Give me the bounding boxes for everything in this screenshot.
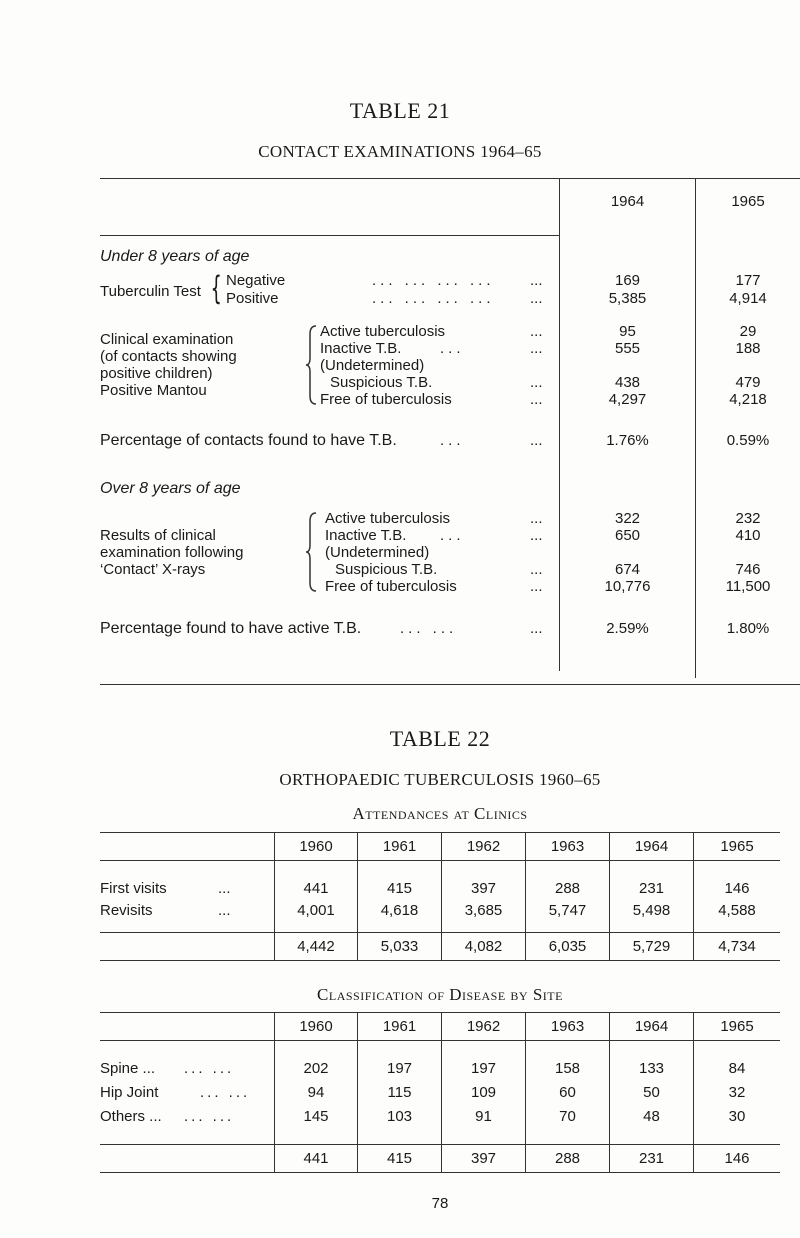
cell: 397	[470, 880, 497, 897]
total-cell: 5,729	[632, 938, 671, 955]
results-row-label: Inactive T.B.	[325, 527, 407, 544]
percentage-active-label: Percentage found to have active T.B.	[100, 620, 362, 637]
table22-title: TABLE 22	[389, 726, 491, 751]
leader-dots: ...	[530, 323, 543, 340]
cell: 3,685	[464, 902, 503, 919]
classification-bottom-rule	[100, 1172, 780, 1173]
section-under-8-heading: Under 8 years of age	[100, 248, 250, 265]
table21-col-1965: 1965	[731, 193, 765, 210]
cell: 48	[643, 1108, 660, 1125]
table21-header-rule	[100, 235, 560, 236]
cell: 4,618	[380, 902, 419, 919]
leader-dots: ... ... ... ...	[372, 272, 495, 289]
year-header: 1960	[299, 838, 333, 855]
results-label-line: Results of clinical	[100, 527, 216, 544]
leader-dots: ...	[530, 290, 543, 307]
row-label: Others ...	[100, 1108, 162, 1125]
row-label: Spine ...	[100, 1060, 156, 1077]
results-value-1964: 10,776	[604, 578, 651, 595]
cell: 32	[728, 1084, 746, 1101]
attendances-bottom-rule	[100, 960, 780, 961]
results-row-label: (Undetermined)	[325, 544, 430, 561]
leader-dots: ... ...	[400, 620, 458, 637]
clinical-row-label: (Undetermined)	[320, 357, 425, 374]
results-value-1964: 674	[614, 561, 641, 578]
results-value-1964: 322	[614, 510, 641, 527]
results-value-1965: 410	[735, 527, 761, 544]
results-value-1965: 232	[735, 510, 761, 527]
percentage-tb-1964: 1.76%	[606, 432, 649, 449]
cell: 94	[307, 1084, 325, 1101]
tuberculin-negative-1964: 169	[614, 272, 641, 289]
results-label-line: ‘Contact’ X-rays	[100, 561, 206, 578]
clinical-brace	[305, 324, 319, 406]
classification-caption: Classification of Disease by Site	[317, 985, 563, 1004]
total-cell: 397	[470, 1150, 497, 1167]
table21-col-divider-1	[559, 178, 560, 671]
cell: 5,498	[632, 902, 671, 919]
leader-dots: ...	[440, 527, 465, 544]
total-cell: 6,035	[548, 938, 587, 955]
row-label: Revisits	[100, 902, 153, 919]
year-header: 1963	[550, 838, 585, 855]
results-value-1964: 650	[614, 527, 641, 544]
classification-header-rule	[100, 1040, 780, 1041]
clinical-row-label: Inactive T.B.	[320, 340, 402, 357]
leader-dots: ...	[440, 340, 465, 357]
clinical-value-1965: 188	[735, 340, 761, 357]
clinical-value-1965: 479	[735, 374, 761, 391]
clinical-row-label: Active tuberculosis	[320, 323, 446, 340]
table21-col-divider-2	[695, 178, 696, 678]
leader-dots: ...	[530, 391, 543, 408]
leader-dots: ...	[530, 561, 543, 578]
clinical-value-1964: 555	[614, 340, 641, 357]
year-header: 1963	[550, 1018, 585, 1035]
total-cell: 4,442	[297, 938, 335, 955]
table22-subtitle: ORTHOPAEDIC TUBERCULOSIS 1960–65	[279, 770, 601, 789]
leader-dots: ...	[530, 340, 543, 357]
results-value-1965: 746	[735, 561, 761, 578]
leader-dots: ... ... ... ...	[372, 290, 495, 307]
clinical-value-1964: 95	[619, 323, 636, 340]
classification-sum-rule	[100, 1144, 780, 1145]
tuberculin-test-label: Tuberculin Test	[100, 283, 201, 300]
results-row-label: Free of tuberculosis	[325, 578, 457, 595]
cell: 202	[303, 1060, 329, 1077]
cell: 5,747	[548, 902, 587, 919]
leader-dots: ...	[530, 578, 543, 595]
row-label: Hip Joint	[100, 1084, 159, 1101]
year-header: 1964	[634, 1018, 669, 1035]
percentage-active-1964: 2.59%	[606, 620, 649, 637]
row-label: First visits	[100, 880, 167, 897]
year-header: 1965	[720, 838, 754, 855]
cell: 133	[638, 1060, 665, 1077]
tuberculin-negative-1965: 177	[735, 272, 761, 289]
cell: 103	[386, 1108, 413, 1125]
attendances-top-rule	[100, 832, 780, 833]
clinical-value-1964: 4,297	[608, 391, 647, 408]
year-header: 1964	[634, 838, 669, 855]
clinical-exam-label-line: Positive Mantou	[100, 382, 207, 399]
total-cell: 146	[724, 1150, 750, 1167]
year-header: 1960	[299, 1018, 333, 1035]
leader-dots: ...	[530, 432, 543, 449]
leader-dots: ...	[218, 880, 231, 897]
table21-col-1964: 1964	[610, 193, 645, 210]
clinical-exam-label-line: Clinical examination	[100, 331, 234, 348]
year-header: 1961	[382, 838, 417, 855]
results-label-line: examination following	[100, 544, 244, 561]
total-cell: 231	[638, 1150, 665, 1167]
leader-dots: ...	[530, 527, 543, 544]
tuberculin-positive-label: Positive	[226, 290, 279, 307]
total-cell: 441	[303, 1150, 329, 1167]
year-header: 1962	[466, 838, 501, 855]
year-header: 1961	[382, 1018, 417, 1035]
attendances-caption: Attendances at Clinics	[352, 804, 528, 823]
leader-dots: ...	[440, 432, 465, 449]
cell: 146	[724, 880, 750, 897]
cell: 30	[728, 1108, 746, 1125]
year-header: 1965	[720, 1018, 754, 1035]
leader-dots: ... ...	[184, 1108, 235, 1125]
attendances-sum-rule	[100, 932, 780, 933]
total-cell: 288	[554, 1150, 581, 1167]
classification-top-rule	[100, 1012, 780, 1013]
cell: 158	[554, 1060, 581, 1077]
clinical-row-label: Suspicious T.B.	[330, 374, 433, 391]
total-cell: 4,734	[718, 938, 756, 955]
clinical-value-1965: 4,218	[729, 391, 767, 408]
results-value-1965: 11,500	[725, 578, 771, 595]
table21-bottom-rule	[100, 684, 800, 685]
section-over-8-heading: Over 8 years of age	[100, 480, 241, 497]
cell: 60	[559, 1084, 576, 1101]
cell: 231	[638, 880, 665, 897]
cell: 4,001	[297, 902, 335, 919]
cell: 115	[387, 1084, 412, 1101]
cell: 70	[559, 1108, 576, 1125]
clinical-value-1964: 438	[614, 374, 641, 391]
year-header: 1962	[466, 1018, 501, 1035]
attendances-header-rule	[100, 860, 780, 861]
leader-dots: ... ...	[200, 1084, 251, 1101]
results-row-label: Suspicious T.B.	[335, 561, 438, 578]
clinical-exam-label-line: (of contacts showing	[100, 348, 237, 365]
page-number: 78	[431, 1195, 449, 1212]
table21-subtitle: CONTACT EXAMINATIONS 1964–65	[258, 142, 542, 161]
cell: 91	[475, 1108, 492, 1125]
results-brace	[305, 511, 319, 593]
leader-dots: ... ...	[184, 1060, 235, 1077]
table21-title: TABLE 21	[349, 98, 451, 123]
percentage-tb-label: Percentage of contacts found to have T.B.	[100, 432, 397, 449]
leader-dots: ...	[218, 902, 231, 919]
cell: 415	[386, 880, 413, 897]
percentage-tb-1965: 0.59%	[726, 432, 770, 449]
leader-dots: ...	[530, 510, 543, 527]
cell: 441	[303, 880, 329, 897]
percentage-active-1965: 1.80%	[726, 620, 770, 637]
cell: 197	[470, 1060, 497, 1077]
clinical-exam-label-line: positive children)	[100, 365, 213, 382]
results-row-label: Active tuberculosis	[325, 510, 451, 527]
cell: 50	[643, 1084, 660, 1101]
leader-dots: ...	[530, 620, 543, 637]
tuberculin-positive-1964: 5,385	[608, 290, 647, 307]
leader-dots: ...	[530, 374, 543, 391]
cell: 84	[728, 1060, 746, 1077]
cell: 288	[554, 880, 581, 897]
total-cell: 5,033	[380, 938, 419, 955]
cell: 109	[470, 1084, 497, 1101]
total-cell: 415	[386, 1150, 413, 1167]
leader-dots: ...	[530, 272, 543, 289]
cell: 145	[303, 1108, 329, 1125]
tuberculin-negative-label: Negative	[226, 272, 286, 289]
cell: 4,588	[718, 902, 756, 919]
tuberculin-positive-1965: 4,914	[729, 290, 767, 307]
clinical-value-1965: 29	[739, 323, 757, 340]
tuberculin-brace: {	[210, 269, 222, 307]
cell: 197	[386, 1060, 413, 1077]
clinical-row-label: Free of tuberculosis	[320, 391, 452, 408]
total-cell: 4,082	[464, 938, 503, 955]
